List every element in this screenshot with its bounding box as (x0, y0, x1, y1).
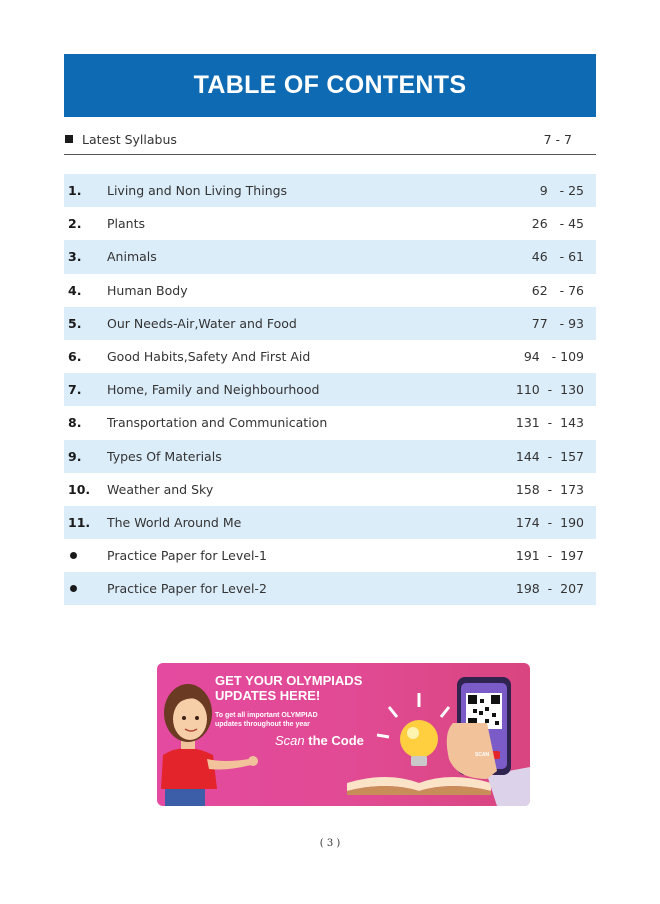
banner-subtext-line1: To get all important OLYMPIAD (215, 712, 318, 719)
toc-row-pages: 144 - 157 (515, 448, 584, 464)
toc-header-bar (64, 54, 596, 117)
dot-bullet-icon (70, 585, 77, 592)
toc-row[interactable] (64, 174, 596, 207)
toc-row[interactable] (64, 340, 596, 373)
toc-row-pages: 158 - 173 (515, 481, 584, 497)
toc-row[interactable] (64, 440, 596, 473)
toc-row-pages: 198 - 207 (515, 581, 584, 597)
toc-row-number: 11. (68, 514, 91, 530)
scan-word: Scan (275, 733, 305, 748)
scan-button-label[interactable]: SCAN (475, 752, 490, 758)
olympiad-banner[interactable] (157, 663, 530, 806)
toc-row-number: 7. (68, 382, 82, 398)
toc-row-title: Types Of Materials (107, 448, 222, 464)
toc-row-pages: 94 - 109 (523, 348, 584, 364)
banner-heading-line1: GET YOUR OLYMPIADS (215, 673, 363, 688)
toc-row-number: 1. (68, 183, 82, 198)
syllabus-row[interactable] (64, 126, 596, 155)
syllabus-label: Latest Syllabus (82, 132, 177, 147)
banner-subtext (215, 711, 318, 729)
toc-row-title: Our Needs-Air,Water and Food (107, 315, 297, 331)
toc-row-pages: 174 - 190 (515, 514, 584, 530)
toc-row-title: Animals (107, 249, 157, 265)
toc-row-pages: 191 - 197 (515, 548, 584, 564)
toc-row[interactable] (64, 506, 596, 539)
toc-row-title: Weather and Sky (107, 481, 214, 497)
toc-row-number: 5. (68, 315, 82, 331)
toc-row-number: 10. (68, 481, 91, 497)
toc-row-title: Practice Paper for Level-2 (107, 581, 267, 597)
toc-row-number: 6. (68, 348, 82, 364)
banner-subtext-line2: updates throughout the year (215, 721, 310, 728)
banner-heading (215, 673, 362, 703)
open-book-icon (347, 777, 491, 795)
toc-row[interactable] (64, 539, 596, 572)
toc-row-pages: 110 - 130 (515, 382, 584, 398)
toc-row-pages: 77 - 93 (531, 315, 584, 331)
code-word: Code (331, 733, 364, 748)
toc-row-pages: 46 - 61 (531, 249, 584, 265)
toc-row-pages: 62 - 76 (531, 282, 584, 298)
toc-row[interactable] (64, 274, 596, 307)
dot-bullet-icon (70, 552, 77, 559)
toc-row-title: Living and Non Living Things (107, 183, 288, 198)
toc-row-title: Human Body (107, 282, 188, 298)
toc-row-pages: 26 - 45 (531, 216, 584, 232)
toc-row-number: 8. (68, 415, 82, 431)
toc-row[interactable] (64, 406, 596, 439)
toc-row[interactable] (64, 240, 596, 273)
toc-row[interactable] (64, 373, 596, 406)
toc-row-title: Home, Family and Neighbourhood (107, 382, 320, 398)
toc-row[interactable] (64, 473, 596, 506)
scan-the-code-text (275, 733, 364, 748)
page-number: ( 3 ) (319, 838, 341, 849)
toc-row-number: 4. (68, 282, 82, 298)
toc-row-pages: 9 - 25 (539, 183, 584, 198)
page-title: TABLE OF CONTENTS (193, 71, 467, 99)
toc-list (64, 174, 596, 605)
toc-row-pages: 131 - 143 (515, 415, 584, 431)
toc-row-number: 9. (68, 448, 82, 464)
scan-the-word: the (304, 733, 332, 748)
toc-row-title: Practice Paper for Level-1 (107, 548, 267, 564)
toc-row[interactable] (64, 307, 596, 340)
toc-row-title: Plants (107, 216, 146, 232)
syllabus-pages: 7 - 7 (543, 132, 572, 147)
toc-row[interactable] (64, 207, 596, 240)
toc-row-title: The World Around Me (107, 514, 242, 530)
banner-heading-line2: UPDATES HERE! (215, 688, 321, 703)
toc-row-title: Good Habits,Safety And First Aid (107, 348, 311, 364)
toc-row-number: 3. (68, 249, 82, 265)
toc-row-title: Transportation and Communication (107, 415, 328, 431)
square-bullet-icon (65, 135, 73, 143)
toc-row-number: 2. (68, 216, 82, 232)
toc-row[interactable] (64, 572, 596, 605)
